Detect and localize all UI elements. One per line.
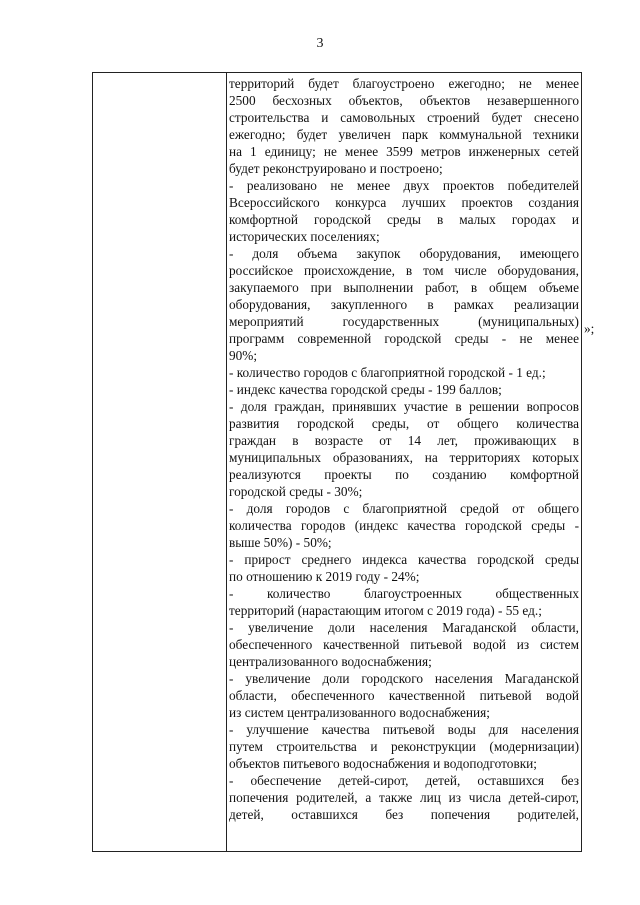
text-line: 2500 бесхозных объектов, объектов незавершенного — [229, 93, 579, 108]
text-line: объектов питьевого водоснабжения и водоподготовки; — [229, 756, 537, 771]
text-line: территорий (нарастающим итогом с 2019 года) - 55 ед.; — [229, 603, 542, 618]
text-line: - количество городов с благоприятной городской - 1 ед.; — [229, 365, 546, 380]
text-line: попечения родителей, а также лиц из числа детей-сирот, — [229, 790, 579, 805]
text-line: территорий будет благоустроено ежегодно; не менее — [229, 76, 579, 91]
text-line: выше 50%) - 50%; — [229, 535, 332, 550]
text-line: закупаемого при выполнении работ, в общем объеме — [229, 280, 579, 295]
text-line: детей, оставшихся без попечения родителей, — [229, 807, 579, 822]
closing-quote-mark: »; — [584, 321, 595, 336]
text-line: - обеспечение детей-сирот, детей, оставшихся без — [229, 773, 579, 788]
text-line: обеспеченного качественной питьевой водой из систем — [229, 637, 579, 652]
text-line: количества городов (индекс качества городской среды - — [229, 518, 579, 533]
column-divider — [226, 73, 227, 851]
text-line: - реализовано не менее двух проектов победителей — [229, 178, 579, 193]
text-line: муниципальных образованиях, на территориях которых — [229, 450, 579, 465]
text-line: централизованного водоснабжения; — [229, 654, 432, 669]
text-line: будет реконструировано и построено; — [229, 161, 443, 176]
text-line: - индекс качества городской среды - 199 баллов; — [229, 382, 502, 397]
text-line: реализуются проекты по созданию комфортной — [229, 467, 579, 482]
text-line: мероприятий государственных (муниципальных) — [229, 314, 579, 329]
text-line: путем строительства и реконструкции (модернизации) — [229, 739, 579, 754]
text-line: 90%; — [229, 348, 258, 363]
text-line: ежегодно; будет увеличен парк коммунальной техники — [229, 127, 579, 142]
text-line: комфортной городской среды в малых городах и — [229, 212, 579, 227]
text-line: - доля городов с благоприятной средой от общего — [229, 501, 579, 516]
text-line: развития городской среды, от общего количества — [229, 416, 579, 431]
text-line: граждан в возрасте от 14 лет, проживающих в — [229, 433, 579, 448]
text-line: оборудования, закупленного в рамках реализации — [229, 297, 579, 312]
text-line: городской среды - 30%; — [229, 484, 363, 499]
text-line: - доля объема закупок оборудования, имеющего — [229, 246, 579, 261]
table-cell-text — [229, 75, 579, 823]
text-line: по отношению к 2019 году - 24%; — [229, 569, 420, 584]
page-number: 3 — [316, 36, 324, 51]
document-table — [92, 72, 582, 852]
text-line: Всероссийского конкурса лучших проектов создания — [229, 195, 579, 210]
text-line: программ современной городской среды - не менее — [229, 331, 579, 346]
text-line: на 1 единицу; не менее 3599 метров инженерных сетей — [229, 144, 579, 159]
text-line: - улучшение качества питьевой воды для населения — [229, 722, 579, 737]
text-line: области, обеспеченного качественной питьевой водой — [229, 688, 579, 703]
text-line: из систем централизованного водоснабжения; — [229, 705, 490, 720]
text-line: - доля граждан, принявших участие в решении вопросов — [229, 399, 579, 414]
text-line: - увеличение доли городского населения Магаданской — [229, 671, 579, 686]
text-line: - увеличение доли населения Магаданской области, — [229, 620, 579, 635]
text-line: - прирост среднего индекса качества городской среды — [229, 552, 579, 567]
text-line: строительства и самовольных строений будет снесено — [229, 110, 579, 125]
text-line: исторических поселениях; — [229, 229, 380, 244]
text-line: российское происхождение, в том числе оборудования, — [229, 263, 579, 278]
text-line: - количество благоустроенных общественных — [229, 586, 579, 601]
